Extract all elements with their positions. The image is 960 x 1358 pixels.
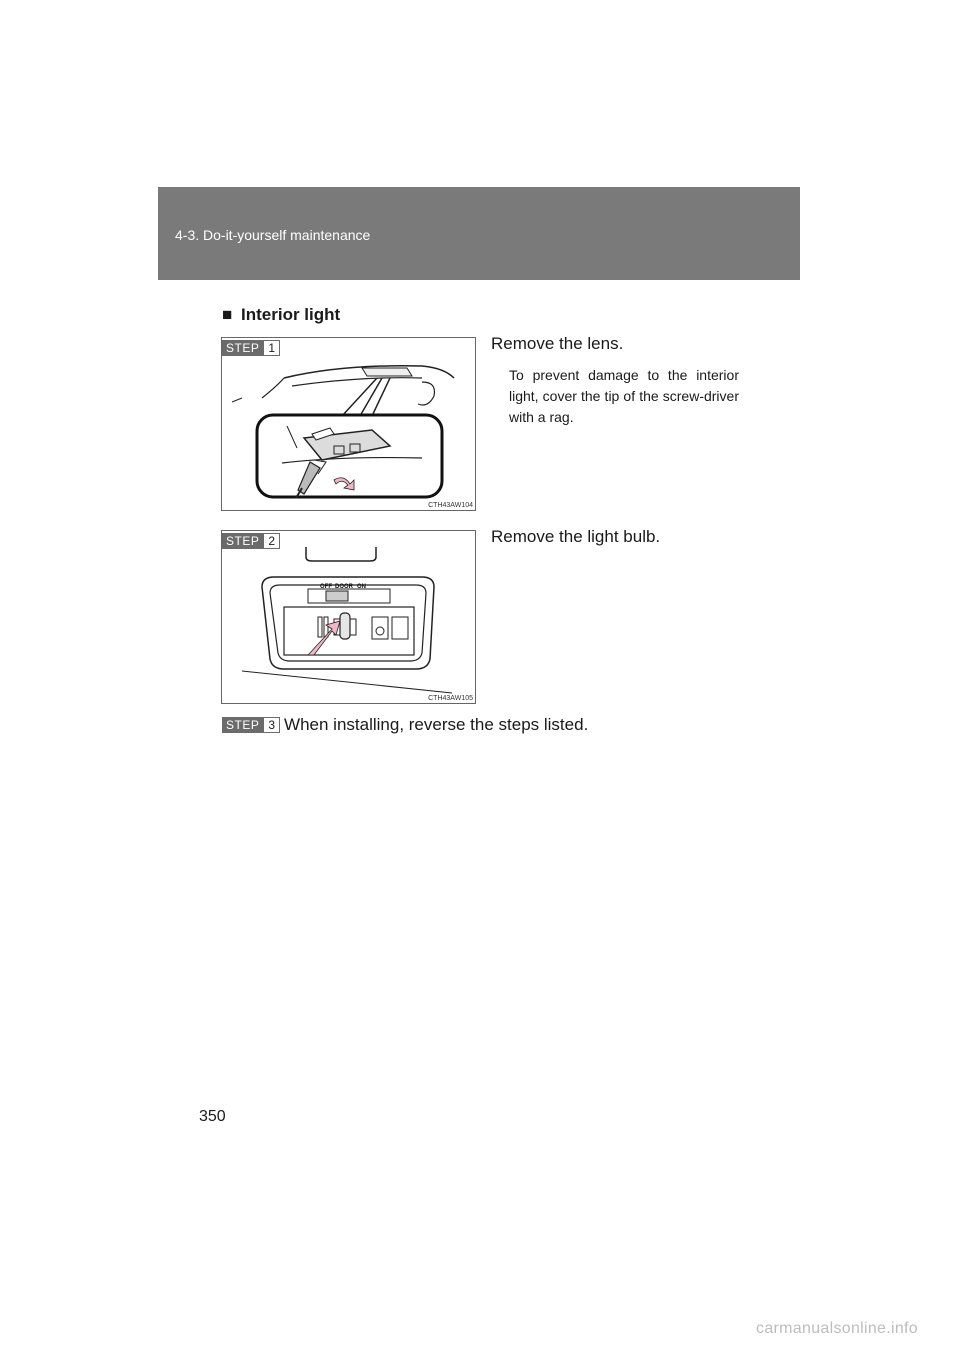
- watermark: carmanualsonline.info: [756, 1320, 918, 1337]
- figure-remove-bulb: [221, 530, 476, 704]
- section-header: 4-3. Do-it-yourself maintenance: [175, 227, 371, 243]
- step-1-note: To prevent damage to the interior light, cover the tip of the screw-driver with a rag.: [509, 367, 739, 425]
- header-band: [158, 187, 800, 280]
- step-2-badge: [222, 533, 280, 549]
- step-2-title: Remove the light bulb.: [491, 527, 661, 546]
- page-number: 350: [199, 1108, 226, 1125]
- figure-remove-lens: [221, 337, 476, 511]
- switch-label-on: ON: [357, 584, 366, 590]
- step-label: STEP: [222, 533, 263, 549]
- light-bulb-removal-illustration: [222, 531, 475, 703]
- interior-light-lens-illustration: [222, 338, 475, 510]
- step-3-row: [222, 715, 588, 735]
- step-number: 3: [263, 717, 280, 733]
- section-title-text: Interior light: [241, 305, 341, 324]
- step-1-badge: [222, 340, 280, 356]
- step-number: 2: [263, 533, 280, 549]
- switch-label-off: OFF: [320, 584, 332, 590]
- figure-code: CTH43AW104: [428, 502, 473, 509]
- step-3-title: When installing, reverse the steps listed.: [284, 715, 589, 734]
- step-label: STEP: [222, 340, 263, 356]
- step-3-badge: [222, 717, 280, 733]
- figure-code: CTH43AW105: [428, 695, 473, 702]
- section-title: [222, 305, 340, 325]
- step-label: STEP: [222, 717, 263, 733]
- square-bullet-icon: ■: [222, 305, 233, 324]
- step-number: 1: [263, 340, 280, 356]
- switch-label-door: DOOR: [335, 584, 353, 590]
- step-1-title: Remove the lens.: [491, 334, 624, 353]
